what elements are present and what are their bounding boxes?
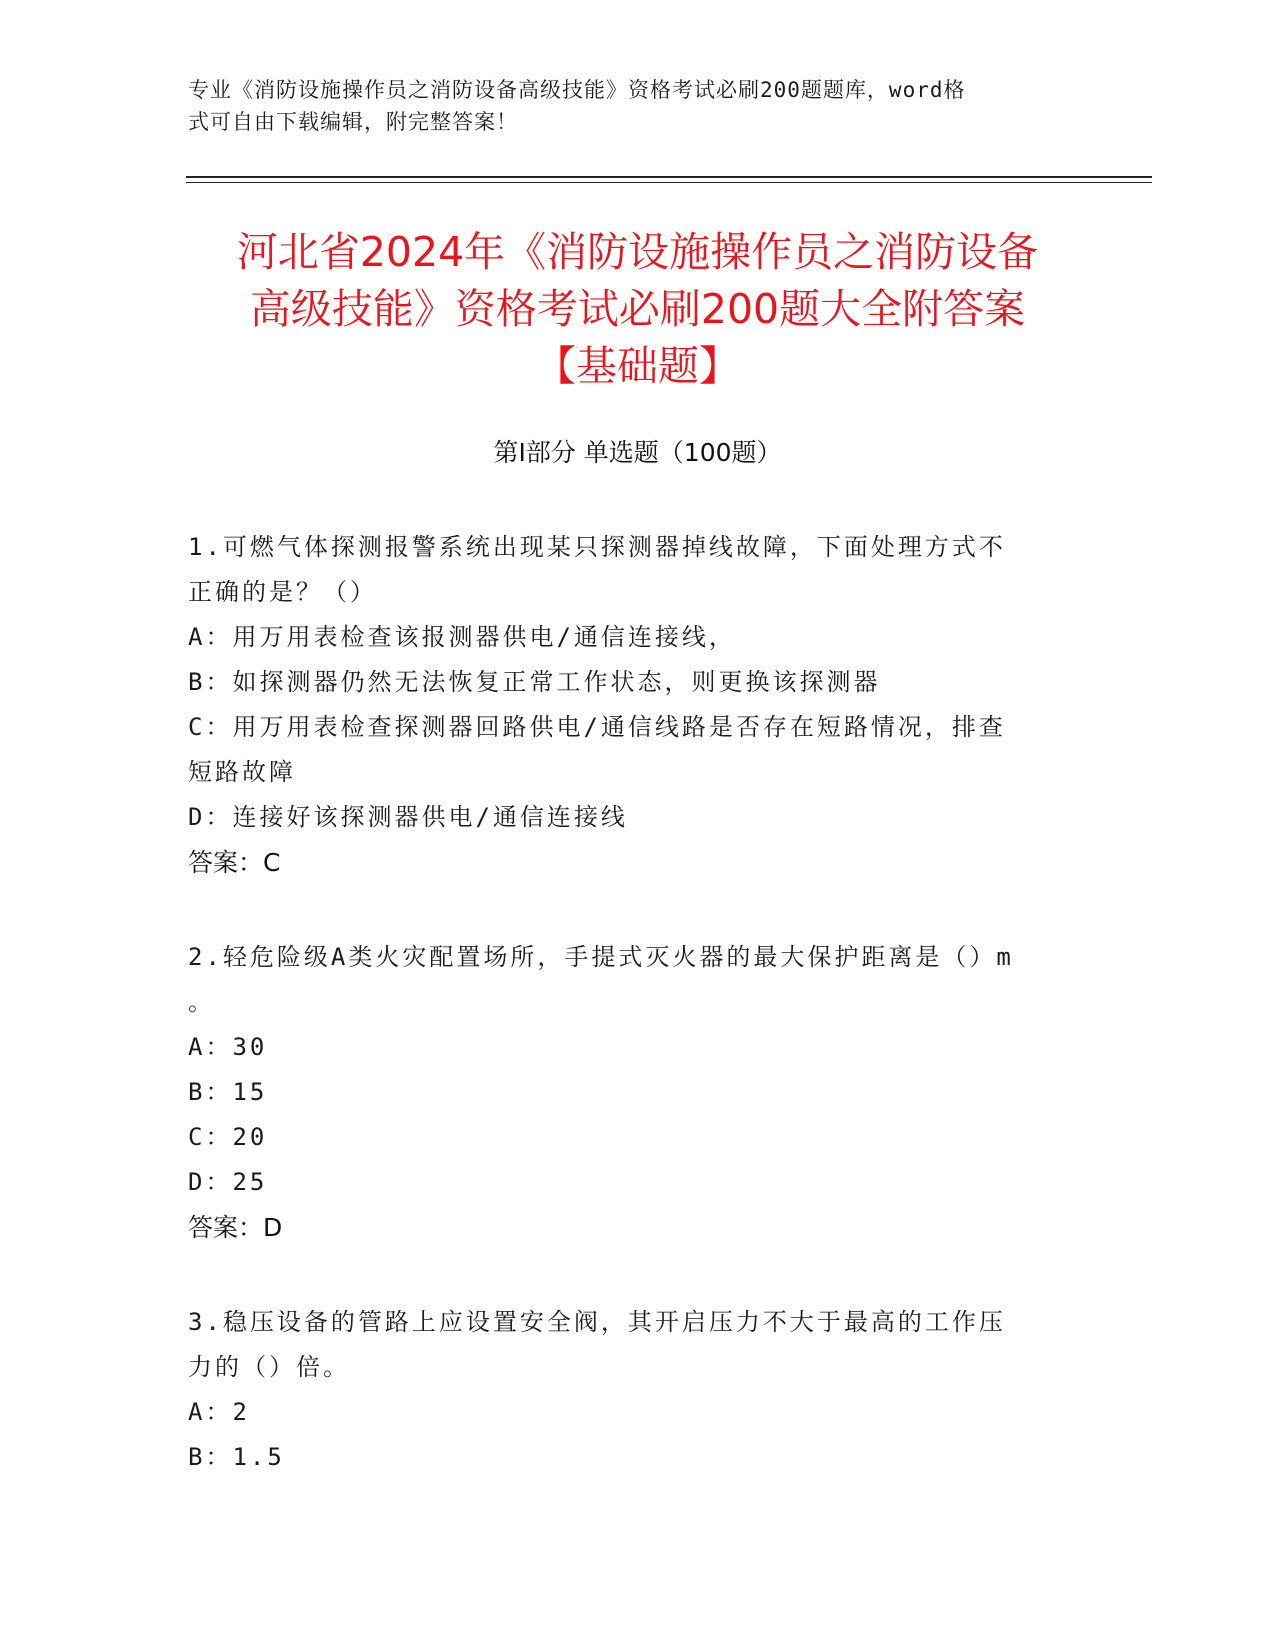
option-a: A：30 bbox=[188, 1033, 268, 1061]
title-line-1: 河北省2024年《消防设施操作员之消防设备 bbox=[236, 228, 1039, 276]
option-c: C：20 bbox=[188, 1123, 268, 1151]
header-rule-thick bbox=[186, 176, 1152, 178]
title-line-2: 高级技能》资格考试必刷200题大全附答案 bbox=[249, 285, 1026, 333]
option-a: A：2 bbox=[188, 1398, 250, 1426]
header-note-line-1: 专业《消防设施操作员之消防设备高级技能》资格考试必刷200题题库，word格 bbox=[188, 78, 966, 102]
option-a: A：用万用表检查该报测器供电/通信连接线， bbox=[188, 623, 736, 651]
header-note-line-2: 式可自由下载编辑，附完整答案！ bbox=[188, 110, 518, 134]
header-rule-thin bbox=[186, 182, 1152, 183]
question-stem: 3.稳压设备的管路上应设置安全阀，其开启压力不大于最高的工作压 bbox=[188, 1308, 1006, 1336]
option-b: B：15 bbox=[188, 1078, 268, 1106]
question-stem-continued: 正确的是？（） bbox=[188, 578, 377, 606]
question-stem-continued: 力的（）倍。 bbox=[188, 1353, 350, 1381]
option-b: B：1.5 bbox=[188, 1443, 285, 1471]
header-note bbox=[188, 74, 1068, 138]
question-stem: 1.可燃气体探测报警系统出现某只探测器掉线故障，下面处理方式不 bbox=[188, 533, 1006, 561]
option-c: C：用万用表检查探测器回路供电/通信线路是否存在短路情况，排查 bbox=[188, 713, 1006, 741]
question-2 bbox=[188, 935, 1068, 1250]
option-c-continued: 短路故障 bbox=[188, 758, 296, 786]
document-title bbox=[150, 224, 1125, 395]
answer-line: 答案：D bbox=[188, 1213, 283, 1242]
question-stem: 2.轻危险级A类火灾配置场所，手提式灭火器的最大保护距离是（）m bbox=[188, 943, 1014, 971]
option-d: D：25 bbox=[188, 1168, 268, 1196]
title-line-3: 【基础题】 bbox=[535, 342, 740, 390]
question-list bbox=[188, 525, 1068, 1530]
question-stem-continued: 。 bbox=[188, 988, 215, 1016]
section-heading: 第Ⅰ部分 单选题（100题） bbox=[493, 438, 782, 467]
question-1 bbox=[188, 525, 1068, 885]
answer-line: 答案：C bbox=[188, 848, 281, 877]
option-b: B：如探测器仍然无法恢复正常工作状态，则更换该探测器 bbox=[188, 668, 881, 696]
question-3 bbox=[188, 1300, 1068, 1480]
option-d: D：连接好该探测器供电/通信连接线 bbox=[188, 803, 628, 831]
